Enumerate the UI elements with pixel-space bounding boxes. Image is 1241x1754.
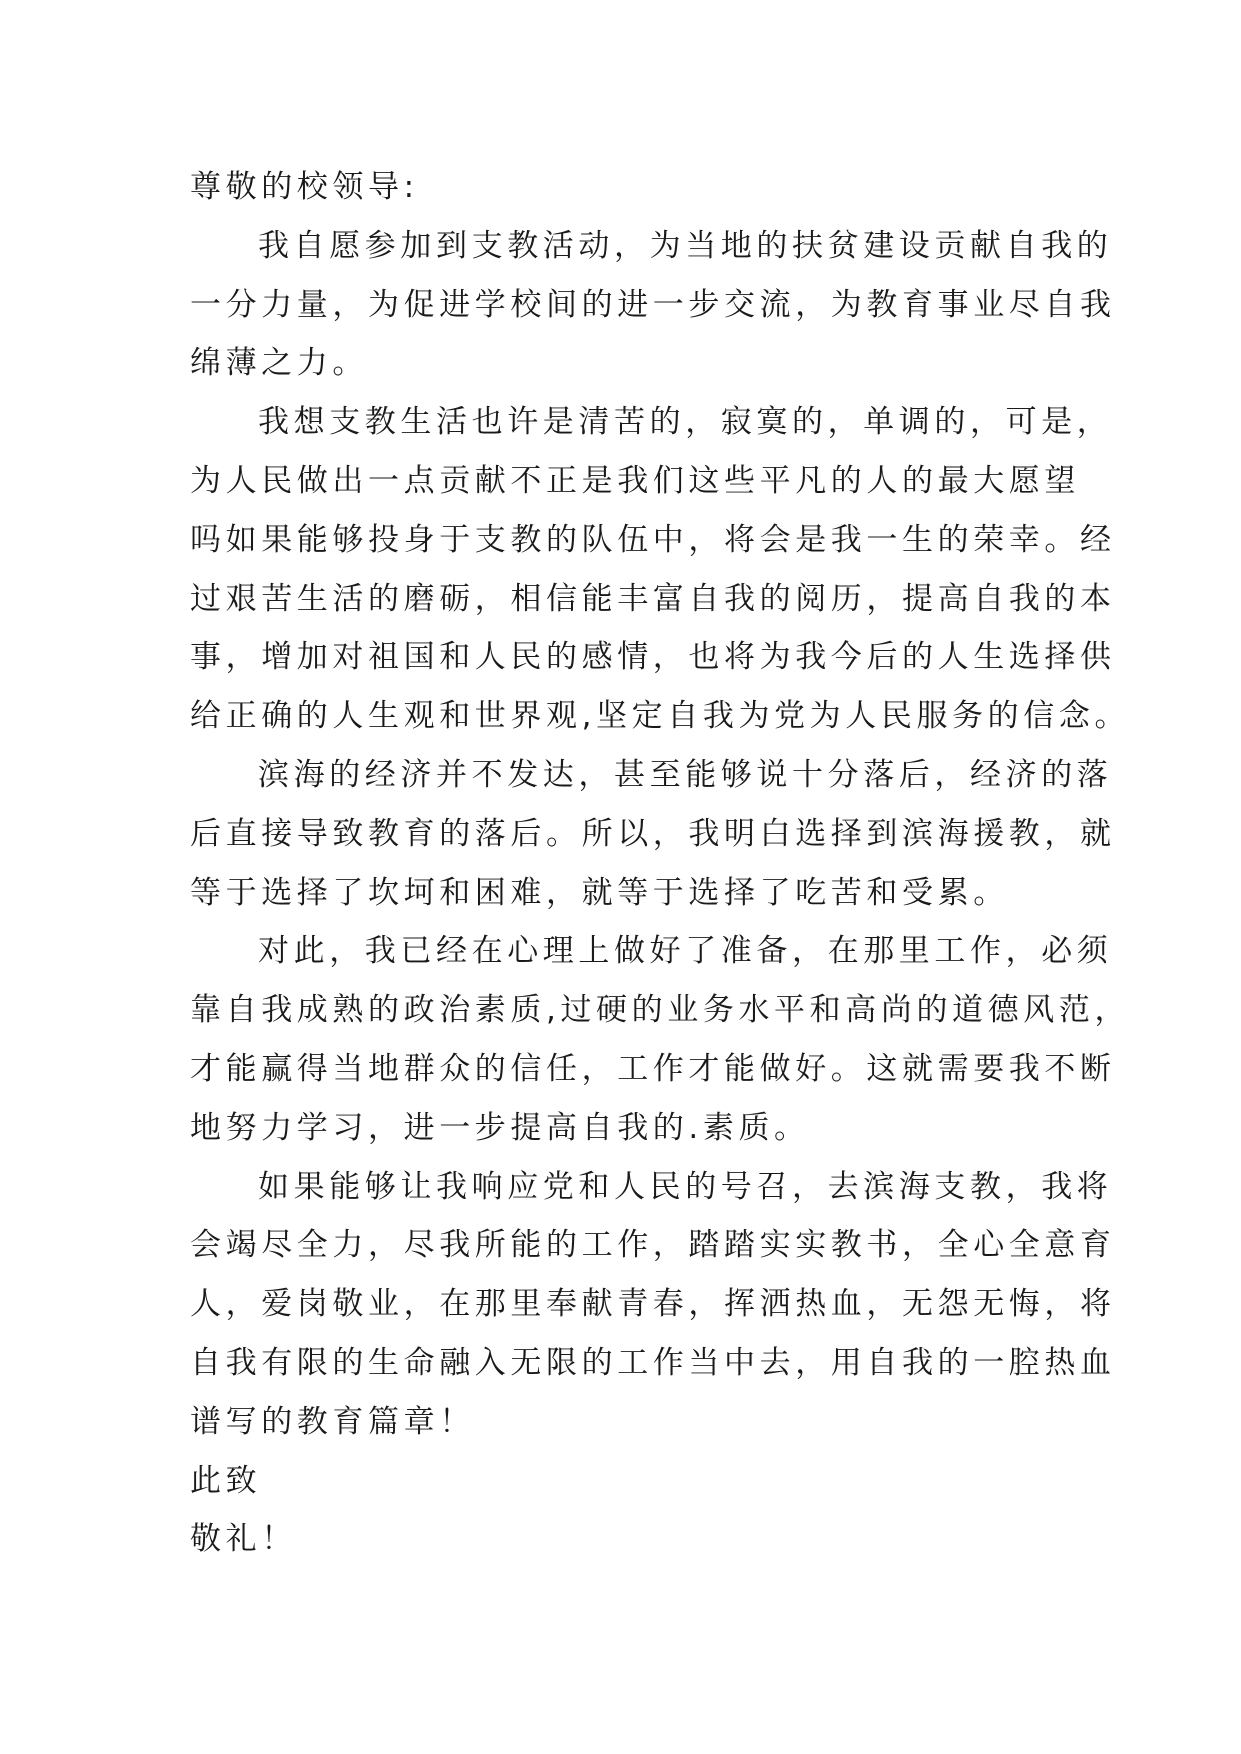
paragraph-line: 给正确的人生观和世界观,坚定自我为党为人民服务的信念。: [190, 698, 1131, 735]
paragraph-line: 过艰苦生活的磨砺，相信能丰富自我的阅历，提高自我的本: [190, 580, 1116, 617]
paragraph-line: 为人民做出一点贡献不正是我们这些平凡的人的最大愿望: [190, 462, 1080, 499]
paragraph-line: 对此，我已经在心理上做好了准备，在那里工作，必须: [258, 933, 1113, 970]
paragraph-line: 我想支教生活也许是清苦的，寂寞的，单调的，可是，: [258, 404, 1113, 441]
salutation: 尊敬的校领导:: [190, 169, 419, 205]
paragraph-line: 绵薄之力。: [190, 345, 368, 382]
paragraph-line: 自我有限的生命融入无限的工作当中去，用自我的一腔热血: [190, 1344, 1116, 1381]
paragraph-line: 等于选择了坎坷和困难，就等于选择了吃苦和受累。: [190, 874, 1009, 911]
paragraph-line: 滨海的经济并不发达，甚至能够说十分落后，经济的落: [258, 756, 1113, 793]
letter-body: [190, 158, 1131, 1569]
paragraph-line: 才能赢得当地群众的信任，工作才能做好。这就需要我不断: [190, 1050, 1116, 1087]
paragraph-line: 人，爱岗敬业，在那里奉献青春，挥洒热血，无怨无悔，将: [190, 1286, 1116, 1323]
paragraph-line: 地努力学习，进一步提高自我的.素质。: [190, 1109, 810, 1146]
paragraph-line: 后直接导致教育的落后。所以，我明白选择到滨海援教，就: [190, 815, 1116, 852]
paragraph-line: 一分力量，为促进学校间的进一步交流，为教育事业尽自我: [190, 286, 1116, 323]
paragraph-line: 如果能够让我响应党和人民的号召，去滨海支教，我将: [258, 1168, 1113, 1205]
paragraph-line: 事，增加对祖国和人民的感情，也将为我今后的人生选择供: [190, 639, 1116, 676]
closing-salute: 敬礼！: [190, 1521, 297, 1558]
paragraph-line: 谱写的教育篇章！: [190, 1403, 475, 1440]
paragraph-line: 靠自我成熟的政治素质,过硬的业务水平和高尚的道德风范，: [190, 992, 1131, 1029]
closing-phrase: 此致: [190, 1462, 262, 1499]
paragraph-line: 会竭尽全力，尽我所能的工作，踏踏实实教书，全心全意育: [190, 1227, 1116, 1264]
paragraph-line: 我自愿参加到支教活动，为当地的扶贫建设贡献自我的: [258, 227, 1113, 264]
paragraph-line: 吗如果能够投身于支教的队伍中，将会是我一生的荣幸。经: [190, 521, 1116, 558]
